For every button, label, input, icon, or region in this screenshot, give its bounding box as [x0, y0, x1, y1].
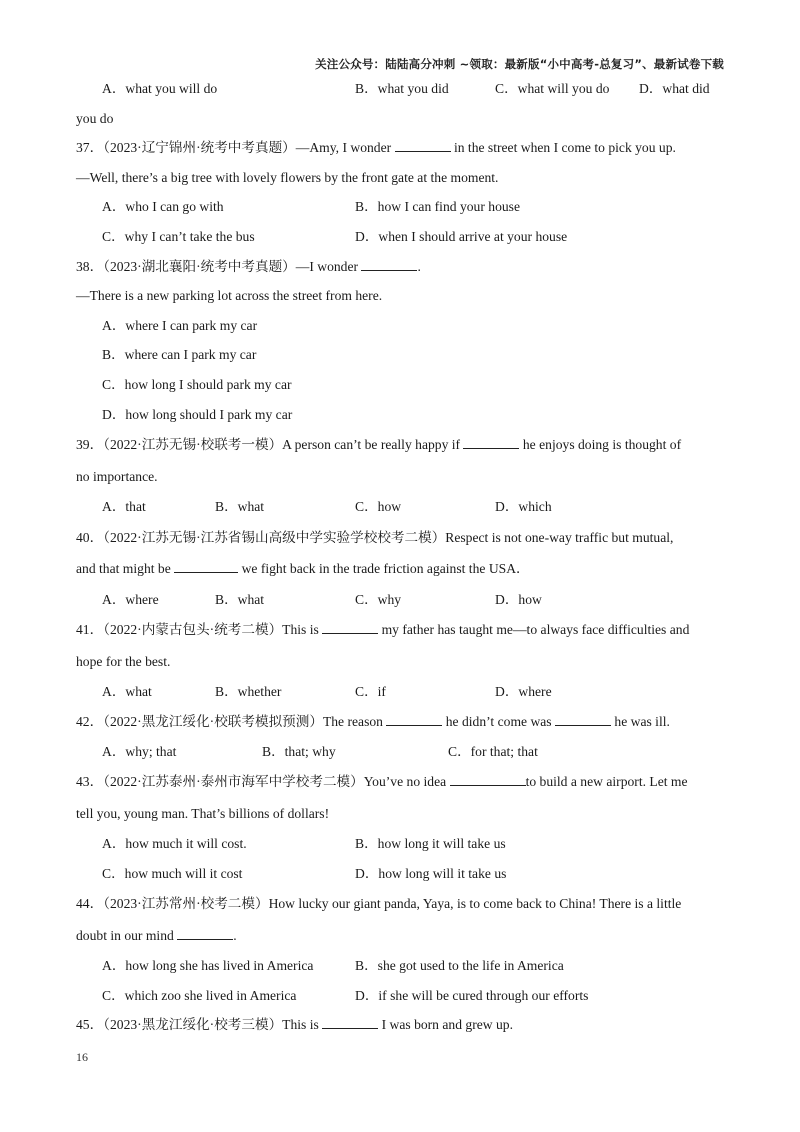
question-text: 42．（2022·黑龙江绥化·校联考模拟预测）The reason: [76, 713, 387, 729]
option-c: C．for that; that: [448, 743, 538, 759]
option-d: D．how long should I park my car: [102, 406, 293, 422]
option-c: C．which zoo she lived in America: [102, 987, 297, 1003]
question-text: in the street when I come to pick you up.: [450, 140, 676, 156]
question-text: 43．（2022·江苏泰州·泰州市海军中学校考二模）You’ve no idea: [76, 774, 450, 790]
option-d: D．how long will it take us: [355, 865, 507, 881]
question-text: 39．（2022·江苏无锡·校联考一模）A person can’t be really happy if: [76, 437, 464, 453]
options-row: [76, 951, 726, 981]
question-text: we fight back in the trade friction against the USA．: [238, 561, 530, 577]
option-a: A．that: [102, 499, 146, 515]
question-line: —Well, there’s a big tree with lovely flowers by the front gate at the moment.: [76, 169, 499, 185]
page-number: 16: [76, 1050, 88, 1064]
answer-blank: [386, 713, 442, 726]
options-row: [76, 981, 726, 1011]
question-text: .: [417, 258, 421, 274]
answer-blank: [395, 139, 451, 152]
option-a: A．how long she has lived in America: [102, 958, 314, 974]
answer-blank: [463, 436, 519, 449]
option-b: B．what: [215, 591, 265, 607]
option-b: B．whether: [215, 684, 282, 700]
question-40: 40．（2022·江苏无锡·江苏省锡山高级中学实验学校校考二模）Respect is not one-way traffic but mutual,: [76, 529, 674, 545]
option-b: B．where can I park my car: [102, 347, 257, 363]
question-text: he enjoys doing is thought of: [519, 437, 682, 453]
option-d: D．if she will be cured through our efforts: [355, 987, 589, 1003]
options-row: [76, 340, 726, 370]
options-row: [76, 859, 726, 889]
answer-blank: [555, 713, 611, 726]
option-a: A．how much it will cost.: [102, 836, 247, 852]
option-b: B．she got used to the life in America: [355, 958, 564, 974]
question-text: .: [233, 927, 237, 943]
question-line: [76, 553, 726, 585]
question-line: [76, 920, 726, 952]
option-c: C．why: [355, 591, 402, 607]
question-43: [76, 766, 726, 798]
options-row: [76, 737, 726, 767]
question-44: 44．（2023·江苏常州·校考二模）How lucky our giant panda, Yaya, is to come back to China! There is a little: [76, 896, 682, 912]
option-b: B．how I can find your house: [355, 199, 520, 215]
question-41: [76, 614, 726, 646]
question-line: hope for the best.: [76, 653, 171, 669]
question-text: 45．（2023·黑龙江绥化·校考三模）This is: [76, 1017, 323, 1033]
options-row: [76, 677, 726, 707]
question-text: my father has taught me—to always face difficulties and: [378, 622, 690, 638]
option-continuation: you do: [76, 110, 114, 126]
option-b: B．what you did: [355, 81, 449, 96]
option-d: D．where: [495, 684, 552, 700]
answer-blank: [322, 621, 378, 634]
question-39: [76, 429, 726, 461]
option-c: C．if: [355, 684, 386, 700]
question-text: and that might be: [76, 561, 175, 577]
option-c: C．what will you do: [495, 81, 610, 96]
question-text: I was born and grew up.: [378, 1017, 513, 1033]
option-c: C．how much will it cost: [102, 865, 243, 881]
option-d: D．when I should arrive at your house: [355, 228, 568, 244]
options-row: [76, 400, 726, 430]
options-row: [76, 192, 726, 222]
option-b: B．what: [215, 499, 265, 515]
option-c: C．how long I should park my car: [102, 376, 292, 392]
question-line: tell you, young man. That’s billions of dollars!: [76, 805, 330, 821]
answer-blank: [361, 258, 417, 271]
options-row: [76, 311, 726, 341]
options-row: [76, 492, 726, 522]
question-text: doubt in our mind: [76, 927, 178, 943]
option-b: B．how long it will take us: [355, 836, 506, 852]
question-line: —There is a new parking lot across the street from here.: [76, 288, 383, 304]
question-text: he was ill.: [611, 713, 670, 729]
option-b: B．that; why: [262, 743, 336, 759]
option-c: C．why I can’t take the bus: [102, 228, 255, 244]
page-header: 关注公众号：陆陆高分冲刺 ~领取：最新版“小中高考-总复习”、最新试卷下载: [315, 57, 724, 71]
options-row: [76, 74, 726, 104]
options-row: [76, 222, 726, 252]
option-d: D．how: [495, 591, 542, 607]
question-text: to build a new airport. Let me: [525, 774, 688, 790]
option-a: A．where: [102, 591, 159, 607]
option-d: D．which: [495, 499, 552, 515]
options-row: [76, 370, 726, 400]
question-text: he didn’t come was: [442, 713, 555, 729]
question-text: 38．（2023·湖北襄阳·统考中考真题）—I wonder: [76, 258, 362, 274]
question-37: [76, 133, 726, 163]
question-text: 37．（2023·辽宁锦州·统考中考真题）—Amy, I wonder: [76, 140, 395, 156]
options-row: [76, 585, 726, 615]
option-a: A．why; that: [102, 743, 177, 759]
option-a: A．who I can go with: [102, 199, 224, 215]
option-a: A．what you will do: [102, 81, 218, 96]
answer-blank: [322, 1016, 378, 1029]
question-line: no importance.: [76, 468, 158, 484]
question-42: [76, 707, 726, 737]
options-row: [76, 829, 726, 859]
option-d: D．what did: [639, 81, 710, 96]
question-38: [76, 252, 726, 282]
option-a: A．what: [102, 684, 152, 700]
question-text: 41．（2022·内蒙古包头·统考二模）This is: [76, 622, 323, 638]
question-45: [76, 1010, 726, 1040]
question-list: [76, 74, 726, 1040]
answer-blank: [450, 773, 526, 786]
answer-blank: [174, 560, 238, 573]
option-a: A．where I can park my car: [102, 317, 258, 333]
answer-blank: [177, 927, 233, 940]
option-c: C．how: [355, 499, 402, 515]
